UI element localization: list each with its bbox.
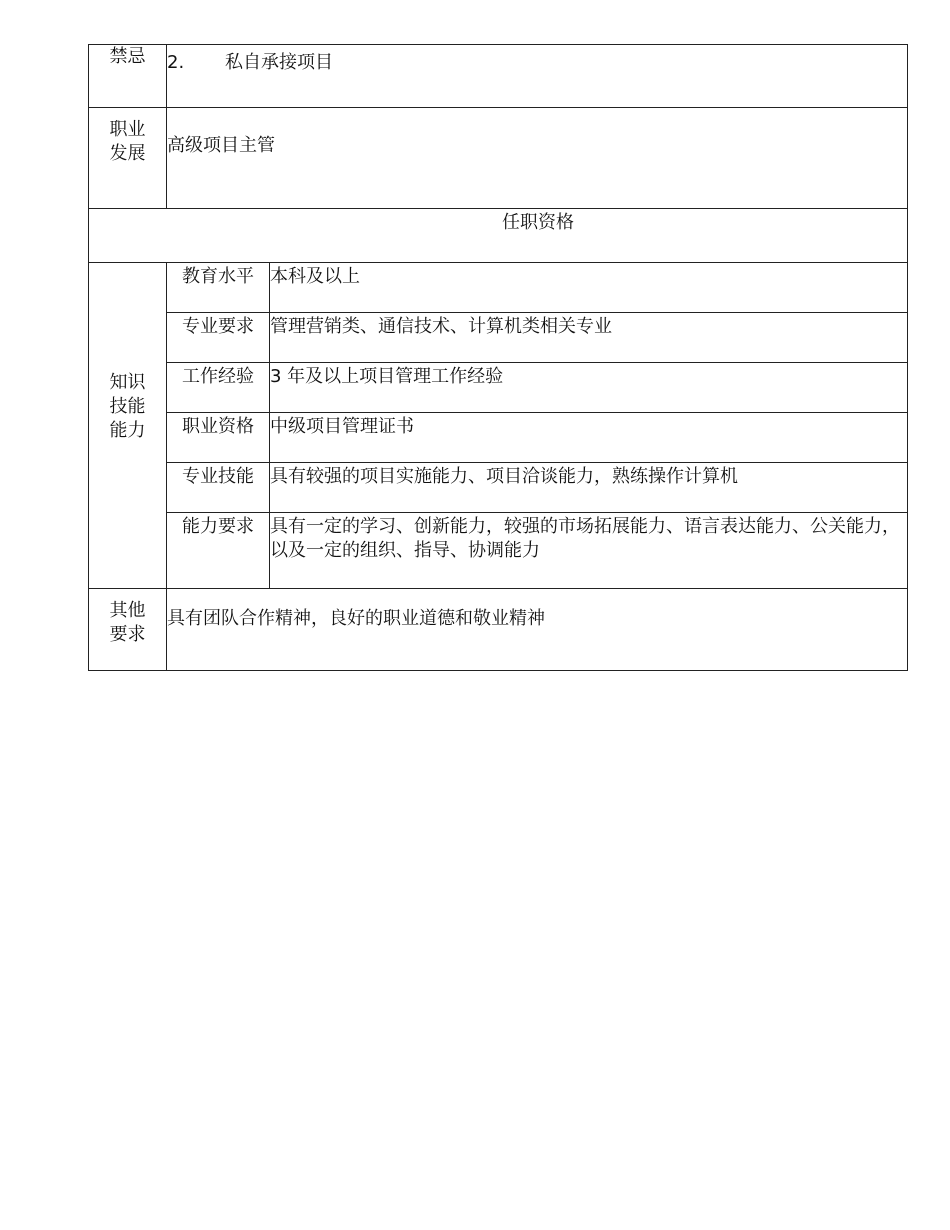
job-description-table <box>88 44 908 671</box>
other-value: 具有团队合作精神，良好的职业道德和敬业精神 <box>167 589 908 671</box>
qualifications-title: 任职资格 <box>89 209 908 263</box>
other-label: 其他要求 <box>89 589 167 671</box>
qualification-row <box>89 263 908 313</box>
qualification-value: 具有较强的项目实施能力、项目洽谈能力，熟练操作计算机 <box>270 463 908 513</box>
qualification-label: 专业要求 <box>167 313 270 363</box>
qualification-label: 能力要求 <box>167 513 270 589</box>
qualification-value: 具有一定的学习、创新能力，较强的市场拓展能力、语言表达能力、公关能力，以及一定的组织、指导、协调能力 <box>270 513 908 589</box>
prohibition-item-text: 私自承接项目 <box>225 52 333 73</box>
qualification-value: 管理营销类、通信技术、计算机类相关专业 <box>270 313 908 363</box>
qualification-label: 工作经验 <box>167 363 270 413</box>
qualifications-group-label: 知识技能能力 <box>89 263 167 589</box>
qualification-value: 3 年及以上项目管理工作经验 <box>270 363 908 413</box>
qualification-row <box>89 463 908 513</box>
prohibition-label: 禁忌 <box>89 45 167 108</box>
other-row <box>89 589 908 671</box>
prohibition-item-number: 2. <box>167 52 185 73</box>
qualification-row <box>89 313 908 363</box>
qualification-row <box>89 363 908 413</box>
prohibition-content <box>167 45 908 108</box>
qualifications-title-row <box>89 209 908 263</box>
qualification-row <box>89 413 908 463</box>
qualification-label: 教育水平 <box>167 263 270 313</box>
qualification-value: 中级项目管理证书 <box>270 413 908 463</box>
prohibition-row <box>89 45 908 108</box>
qualification-row <box>89 513 908 589</box>
qualification-label: 专业技能 <box>167 463 270 513</box>
qualification-label: 职业资格 <box>167 413 270 463</box>
qualification-value: 本科及以上 <box>270 263 908 313</box>
career-label: 职业发展 <box>89 108 167 209</box>
career-value: 高级项目主管 <box>167 108 908 209</box>
career-row <box>89 108 908 209</box>
